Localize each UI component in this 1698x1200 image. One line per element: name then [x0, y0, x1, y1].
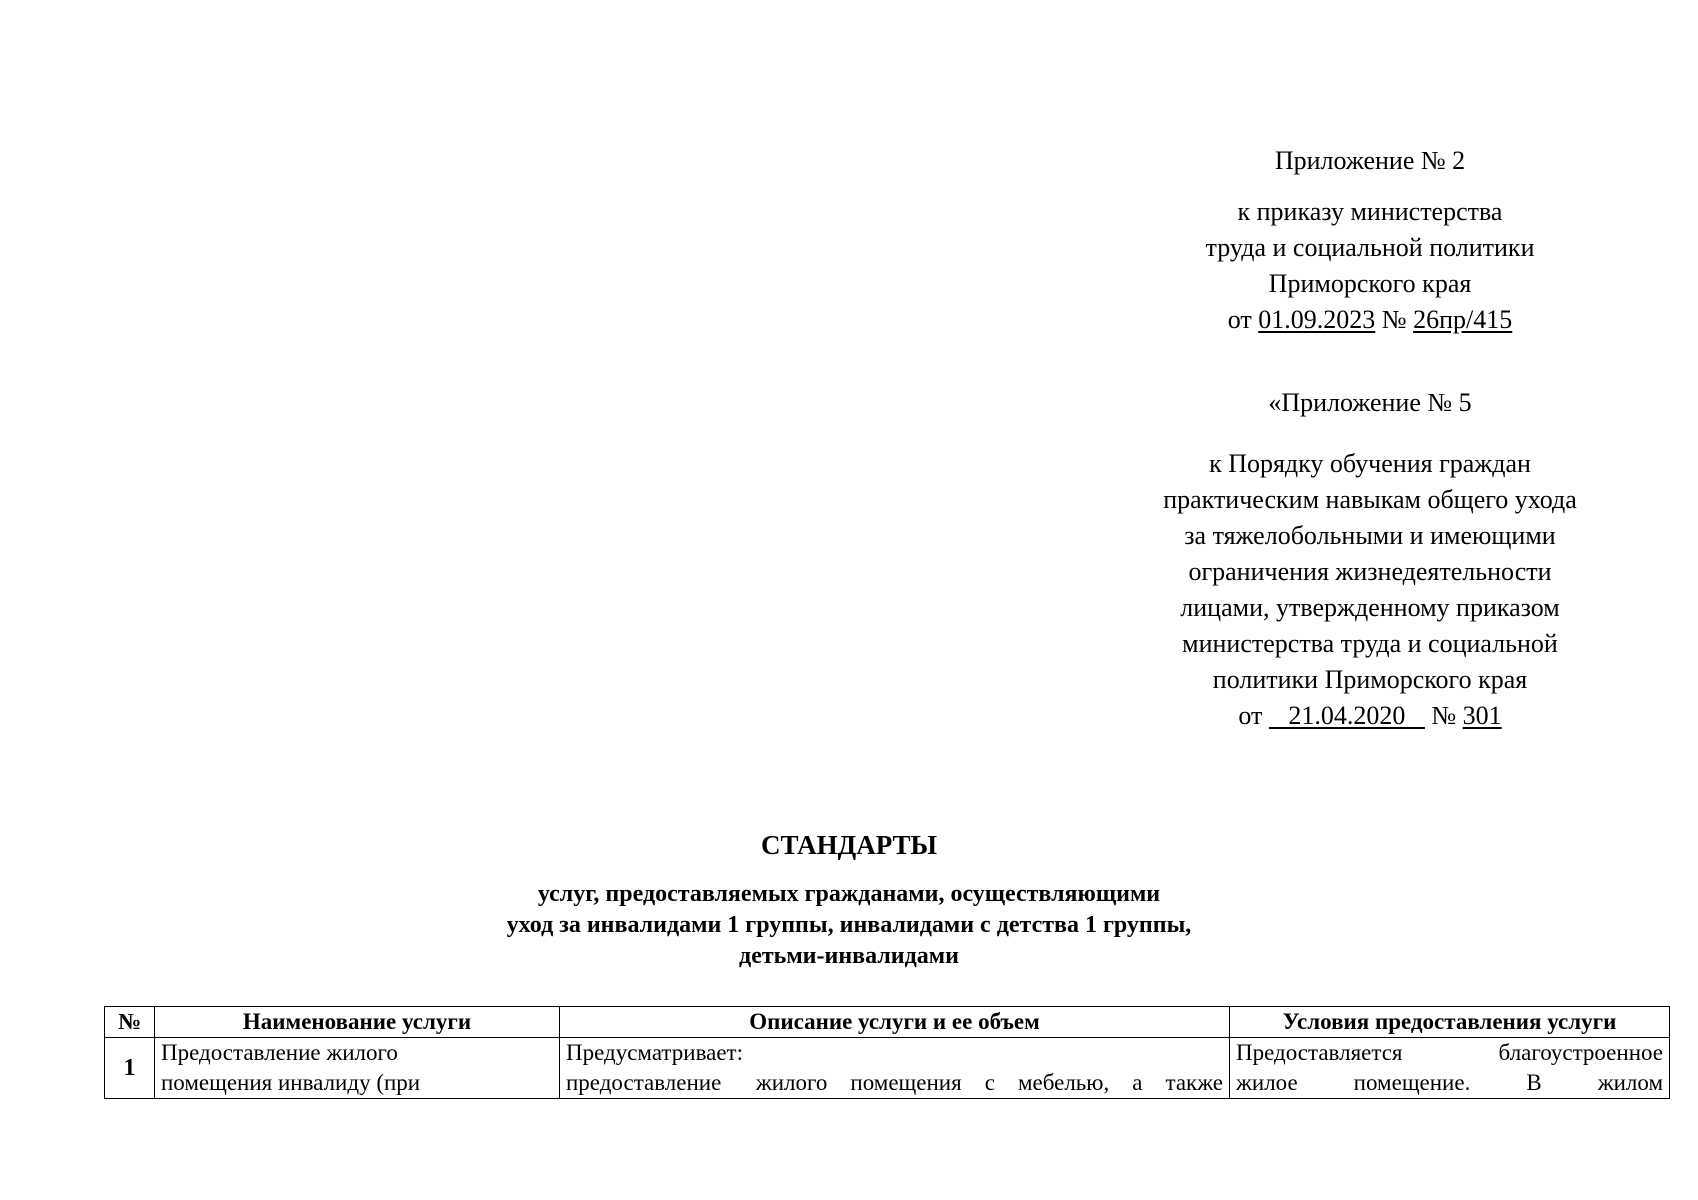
conditions-line: Предоставляется благоустроенное	[1236, 1040, 1663, 1065]
description-line: Предусматривает:	[566, 1040, 743, 1065]
procedure-number-prefix: №	[1424, 701, 1463, 730]
order-date: 01.09.2023	[1258, 305, 1376, 334]
procedure-date-prefix: от	[1238, 701, 1269, 730]
order-number: 26пр/415	[1413, 305, 1513, 334]
service-name-cell	[155, 1038, 560, 1099]
order-reference-line: труда и социальной политики	[1205, 233, 1535, 262]
conditions-cell	[1230, 1038, 1670, 1099]
appendix-5-title-text: «Приложение № 5	[1268, 388, 1472, 417]
order-date-prefix: от	[1227, 305, 1259, 334]
procedure-reference	[1110, 446, 1630, 734]
column-header-service-name: Наименование услуги	[155, 1007, 560, 1038]
row-number: 1	[105, 1038, 155, 1099]
procedure-reference-line: за тяжелобольными и имеющими	[1184, 521, 1556, 550]
appendix-2-title-text: Приложение № 2	[1274, 146, 1466, 175]
order-number-prefix: №	[1375, 305, 1414, 334]
document-title: СТАНДАРТЫ	[760, 830, 938, 860]
procedure-number: 301	[1462, 701, 1502, 730]
table-row	[105, 1038, 1670, 1099]
procedure-reference-line: к Порядку обучения граждан	[1209, 449, 1531, 478]
order-reference-line: к приказу министерства	[1237, 197, 1503, 226]
procedure-reference-line: ограничения жизнедеятельности	[1188, 557, 1552, 586]
column-header-description: Описание услуги и ее объем	[560, 1007, 1230, 1038]
document-subtitle-line: услуг, предоставляемых гражданами, осуществляющими	[537, 881, 1161, 907]
service-name-line: помещения инвалиду (при	[161, 1070, 421, 1095]
services-table	[104, 1006, 1670, 1099]
column-header-number: №	[105, 1007, 155, 1038]
table-header-row	[105, 1007, 1670, 1038]
column-header-conditions: Условия предоставления услуги	[1230, 1007, 1670, 1038]
document-subtitle	[0, 879, 1698, 972]
procedure-reference-line: практическим навыкам общего ухода	[1163, 485, 1577, 514]
procedure-date-line	[1110, 698, 1630, 734]
order-date-line	[1120, 302, 1620, 338]
appendix-5-title	[1120, 385, 1620, 421]
appendix-2-title	[1120, 143, 1620, 179]
procedure-reference-line: министерства труда и социальной	[1182, 629, 1558, 658]
procedure-date: 21.04.2020	[1268, 701, 1425, 730]
conditions-line: жилое помещение. В жилом	[1236, 1070, 1663, 1095]
order-reference-line: Приморского края	[1268, 269, 1472, 298]
document-subtitle-line: детьми-инвалидами	[739, 943, 959, 969]
service-name-line: Предоставление жилого	[161, 1040, 398, 1065]
description-cell	[560, 1038, 1230, 1099]
procedure-reference-line: лицами, утвержденному приказом	[1180, 593, 1560, 622]
order-reference	[1120, 194, 1620, 338]
procedure-reference-line: политики Приморского края	[1212, 665, 1528, 694]
description-line: предоставление жилого помещения с мебелью, а также	[566, 1070, 1223, 1095]
document-subtitle-line: уход за инвалидами 1 группы, инвалидами с детства 1 группы,	[506, 912, 1192, 938]
